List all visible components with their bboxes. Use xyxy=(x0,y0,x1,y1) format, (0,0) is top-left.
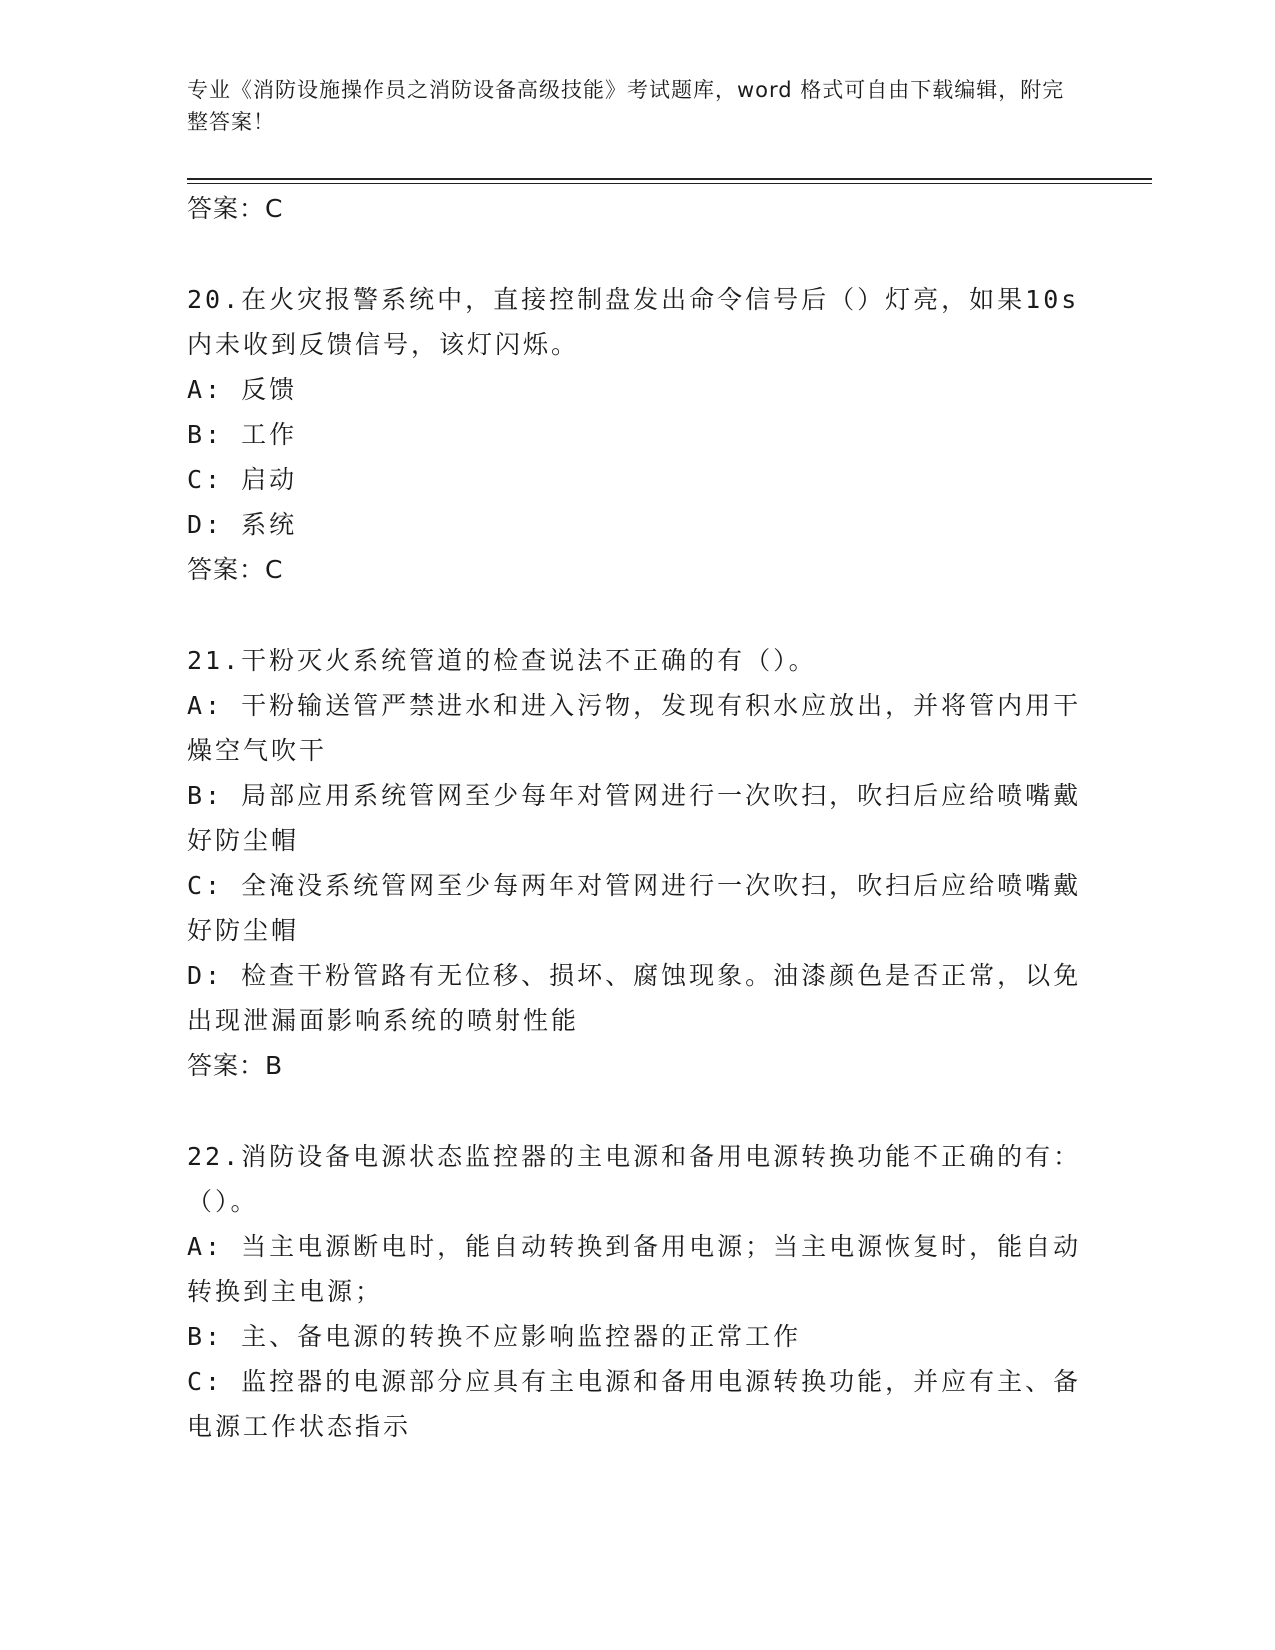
spacer xyxy=(187,1088,1087,1134)
option-a: A: 干粉输送管严禁进水和进入污物，发现有积水应放出，并将管内用干燥空气吹干 xyxy=(187,691,1082,765)
document-intro: 专业《消防设施操作员之消防设备高级技能》考试题库，word 格式可自由下载编辑，附完整答案！ xyxy=(187,78,1065,134)
header-divider-thick xyxy=(187,178,1152,180)
spacer xyxy=(187,231,1087,277)
option-b: B: 主、备电源的转换不应影响监控器的正常工作 xyxy=(187,1322,802,1351)
question-block xyxy=(187,277,1087,592)
answer-label: 答案：C xyxy=(187,555,284,584)
question-stem: 22.消防设备电源状态监控器的主电源和备用电源转换功能不正确的有：（）。 xyxy=(187,1142,1082,1216)
answer-label: 答案：C xyxy=(187,194,284,223)
option-c: C: 监控器的电源部分应具有主电源和备用电源转换功能，并应有主、备电源工作状态指示 xyxy=(187,1367,1082,1441)
question-stem: 20.在火灾报警系统中，直接控制盘发出命令信号后（）灯亮，如果10s 内未收到反馈信号，该灯闪烁。 xyxy=(187,285,1080,359)
question-stem: 21.干粉灭火系统管道的检查说法不正确的有（）。 xyxy=(187,646,817,675)
option-b: B: 工作 xyxy=(187,420,298,449)
header-divider-thin xyxy=(187,183,1152,184)
option-b: B: 局部应用系统管网至少每年对管网进行一次吹扫，吹扫后应给喷嘴戴好防尘帽 xyxy=(187,781,1082,855)
question-block xyxy=(187,1134,1087,1449)
option-a: A: 当主电源断电时，能自动转换到备用电源；当主电源恢复时，能自动转换到主电源； xyxy=(187,1232,1082,1306)
option-c: C: 启动 xyxy=(187,465,298,494)
question-block xyxy=(187,638,1087,1088)
option-d: D: 检查干粉管路有无位移、损坏、腐蚀现象。油漆颜色是否正常，以免出现泄漏面影响系统的喷射性能 xyxy=(187,961,1082,1035)
question-content xyxy=(187,186,1087,1449)
answer-label: 答案：B xyxy=(187,1051,284,1080)
option-a: A: 反馈 xyxy=(187,375,298,404)
option-d: D: 系统 xyxy=(187,510,298,539)
option-c: C: 全淹没系统管网至少每两年对管网进行一次吹扫，吹扫后应给喷嘴戴好防尘帽 xyxy=(187,871,1082,945)
spacer xyxy=(187,592,1087,638)
